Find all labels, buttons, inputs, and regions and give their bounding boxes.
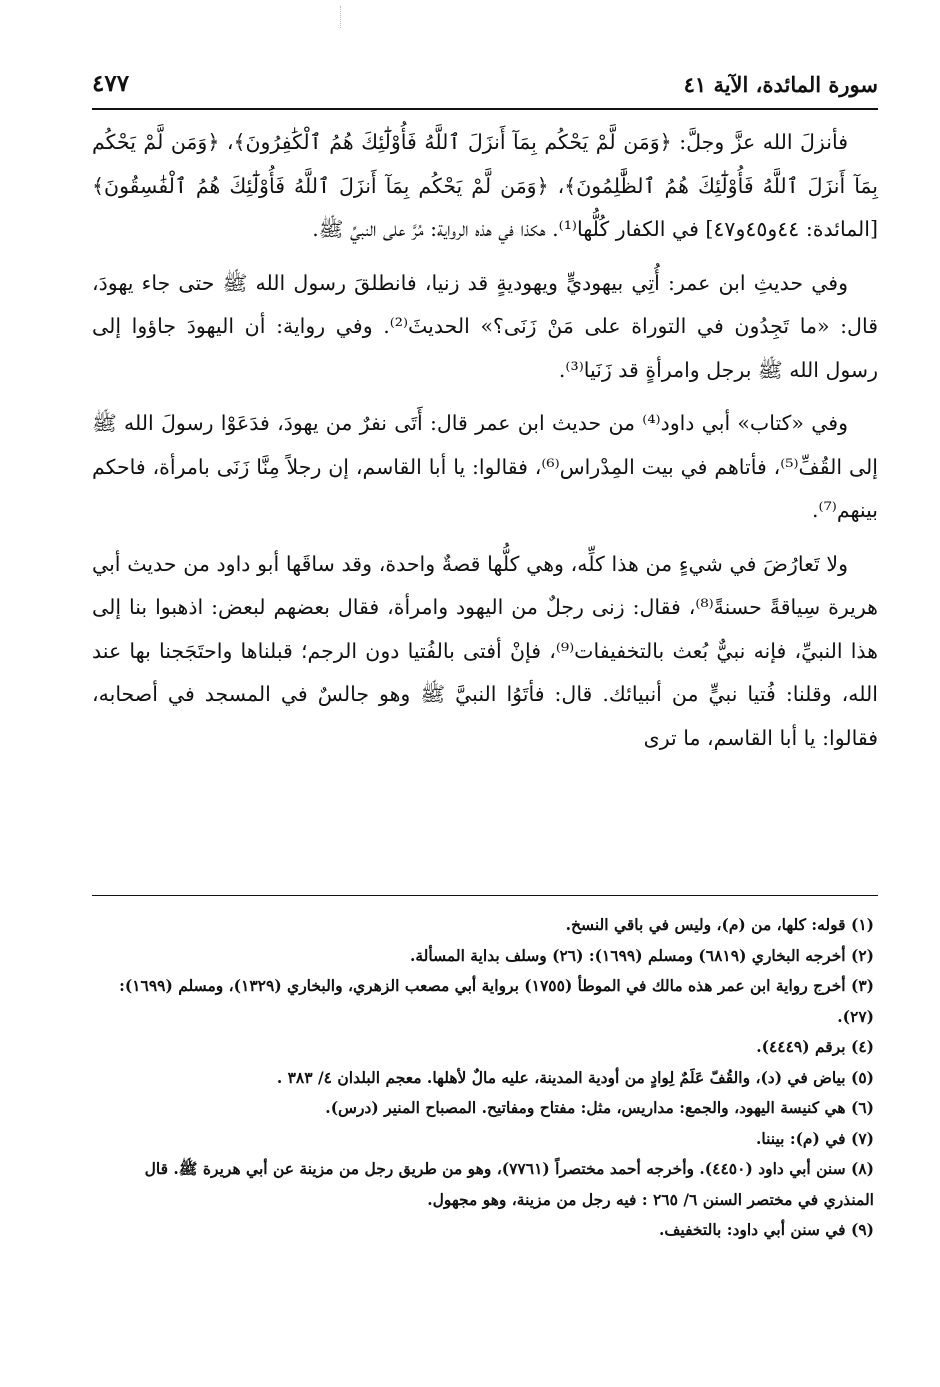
page-number: ٤٧٧ bbox=[92, 70, 130, 97]
footnotes-rule bbox=[92, 895, 878, 896]
header-rule bbox=[92, 108, 878, 110]
footnote-3: (٣) أخرج رواية ابن عمر هذه مالك في الموطأ (١٧٥٥) برواية أبي مصعب الزهري، والبخاري (١٣٢٩)، ومسلم (١٦٩٩): (٢٧). bbox=[119, 976, 874, 1026]
footnote-8: (٨) سنن أبي داود (٤٤٥٠). وأخرجه أحمد مختصراً (٧٧٦١)، وهو من طريق رجل من مزينة عن أبي هريرة ﷺ. قال المنذري في مختصر السنن ٦/ ٢٦٥ : فيه رجل من مزينة، وهو مجهول. bbox=[144, 1159, 874, 1209]
paragraph-1: فأنزلَ الله عزَّ وجلَّ: ﴿وَمَن لَّمْ يَحْكُم بِمَآ أَنزَلَ ٱللَّهُ فَأُوْلَٰٓئِكَ هُمُ ٱلْكَٰفِرُونَ﴾، ﴿وَمَن لَّمْ يَحْكُم بِمَآ أَنزَلَ ٱللَّهُ فَأُوْلَٰٓئِكَ هُمُ ٱلظَّٰلِمُونَ﴾، ﴿وَمَن لَّمْ يَحْكُم بِمَآ أَنزَلَ ٱللَّهُ فَأُوْلَٰٓئِكَ هُمُ ٱلْفَٰسِقُونَ﴾ [المائدة: ٤٤و٤٥و٤٧] في الكفار كُلُّها⁽¹⁾. هكذا في هذه الرواية: مُرَّ على النبيِّ ﷺ. bbox=[92, 130, 878, 241]
main-text bbox=[92, 121, 878, 770]
footnote-2: (٢) أخرجه البخاري (٦٨١٩) ومسلم (١٦٩٩): (٢٦) وسلف بداية المسألة. bbox=[409, 945, 874, 965]
running-title: سورة المائدة، الآية ٤١ bbox=[683, 72, 878, 97]
paragraph-4: ولا تَعارُضَ في شيءٍ من هذا كلِّه، وهي كلُّها قصةٌ واحدة، وقد ساقَها أبو داود من حديث أبي هريرة سِياقةً حسنةً⁽⁸⁾، فقال: زنى رجلٌ من اليهود وامرأة، فقال بعضهم لبعض: اذهبوا بنا إلى هذا النبيِّ، فإنه نبيٌّ بُعث بالتخفيفات⁽⁹⁾، فإنْ أفتى بالفُتيا دون الرجم؛ قبلناها واحتَجَجنا بها عند الله، وقلنا: فُتيا نبيٍّ من أنبيائك. قال: فأتَوُا النبيَّ ﷺ وهو جالسٌ في المسجد في أصحابه، فقالوا: يا أبا القاسم، ما ترى bbox=[92, 551, 878, 750]
paragraph-3: وفي «كتاب» أبي داود⁽⁴⁾ من حديث ابن عمر قال: أَتَى نفرٌ من يهودَ، فدَعَوْا رسولَ الله ﷺ إلى القُفِّ⁽⁵⁾، فأتاهم في بيت المِدْراس⁽⁶⁾، فقالوا: يا أبا القاسم، إن رجلاً مِنَّا زَنَى بامرأة، فاحكم بينهم⁽⁷⁾. bbox=[92, 411, 878, 522]
footnote-9: (٩) في سنن أبي داود: بالتخفيف. bbox=[658, 1220, 874, 1239]
footnote-7: (٧) في (م): بيننا. bbox=[756, 1128, 874, 1148]
footnote-4: (٤) برقم (٤٤٤٩). bbox=[756, 1037, 874, 1056]
footnote-1: (١) قوله: كلها، من (م)، وليس في باقي النسخ. bbox=[565, 915, 874, 934]
page-header bbox=[92, 64, 878, 106]
footnote-6: (٦) هي كنيسة اليهود، والجمع: مداريس، مثل: مفتاح ومفاتيح. المصباح المنير (درس). bbox=[325, 1098, 874, 1117]
footnote-5: (٥) بياض في (د)، والقُفّ عَلَمٌ لِوادٍ من أودية المدينة، عليه مالٌ لأهلها. معجم البلدان ٤/ ٣٨٣ . bbox=[276, 1067, 874, 1087]
footnotes bbox=[92, 910, 874, 1246]
scan-artifact-mark bbox=[340, 6, 342, 28]
paragraph-2: وفي حديثِ ابن عمر: أُتِي بيهوديٍّ ويهوديةٍ قد زنيا، فانطلقَ رسول الله ﷺ حتى جاء يهودَ، قال: «ما تَجِدُون في التوراة على مَنْ زَنَى؟» الحديثَ⁽²⁾. وفي رواية: أن اليهودَ جاؤوا إلى رسول الله ﷺ برجل وامرأةٍ قد زَنَيا⁽³⁾. bbox=[92, 270, 878, 382]
